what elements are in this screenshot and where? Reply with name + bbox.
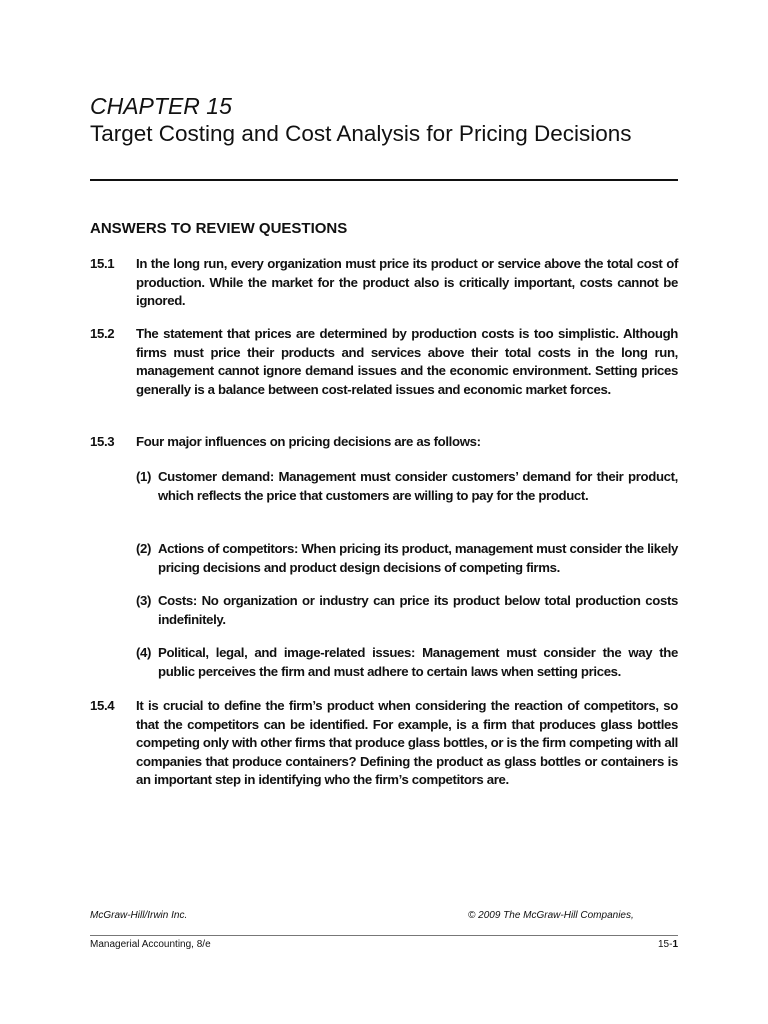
- page-prefix: 15-: [657, 939, 673, 950]
- answer-text: Four major influences on pricing decisions are as follows:: [136, 434, 481, 449]
- section-heading: ANSWERS TO REVIEW QUESTIONS: [90, 220, 348, 237]
- footer-copyright: © 2009 The McGraw-Hill Companies,: [468, 910, 634, 921]
- chapter-title: Target Costing and Cost Analysis for Pricing Decisions: [90, 121, 632, 146]
- item-text: Actions of competitors: When pricing its product, management must consider the likely pricing decisions and product design decisions of competing firms.: [158, 541, 678, 575]
- item-number: (2): [136, 541, 152, 556]
- answer-number: 15.2: [90, 326, 115, 341]
- answer-number: 15.4: [90, 698, 115, 713]
- item-text: Political, legal, and image-related issues: Management must consider the way the public perceives the firm and must adhere to certain laws when setting prices.: [158, 645, 678, 679]
- title-divider: [90, 179, 678, 181]
- answer-text: The statement that prices are determined by production costs is too simplistic. Although firms must price their products and services above their total costs in the long run, management cannot ignore demand issues and the economic environment. Setting prices generally is a balance between cost-related issues and economic market forces.: [136, 326, 678, 397]
- item-text: Customer demand: Management must consider customers’ demand for their product, which reflects the price that customers are willing to pay for the product.: [158, 469, 678, 503]
- chapter-label: CHAPTER 15: [90, 93, 232, 119]
- answer-text: It is crucial to define the firm’s product when considering the reaction of competitors, so that the competitors can be identified. For example, is a firm that produces glass bottles competing only with other firms that produce glass bottles, or is the firm competing with all companies that produce containers? Defining the product as glass bottles or containers is an important step in identifying who the firm’s competitors are.: [136, 698, 678, 788]
- item-number: (4): [136, 645, 152, 660]
- answer-number: 15.1: [90, 256, 115, 271]
- footer-divider: [90, 935, 678, 936]
- item-number: (1): [136, 469, 152, 484]
- page-number: 1: [672, 939, 678, 950]
- item-text: Costs: No organization or industry can price its product below total production costs indefinitely.: [158, 593, 678, 627]
- footer-book-title: Managerial Accounting, 8/e: [90, 939, 211, 950]
- answer-number: 15.3: [90, 434, 115, 449]
- footer-page-number: [648, 938, 678, 951]
- answer-text: In the long run, every organization must price its product or service above the total cost of production. While the market for the product also is critically important, costs cannot be ignored.: [136, 256, 678, 309]
- footer-publisher: McGraw-Hill/Irwin Inc.: [90, 910, 188, 921]
- item-number: (3): [136, 593, 152, 608]
